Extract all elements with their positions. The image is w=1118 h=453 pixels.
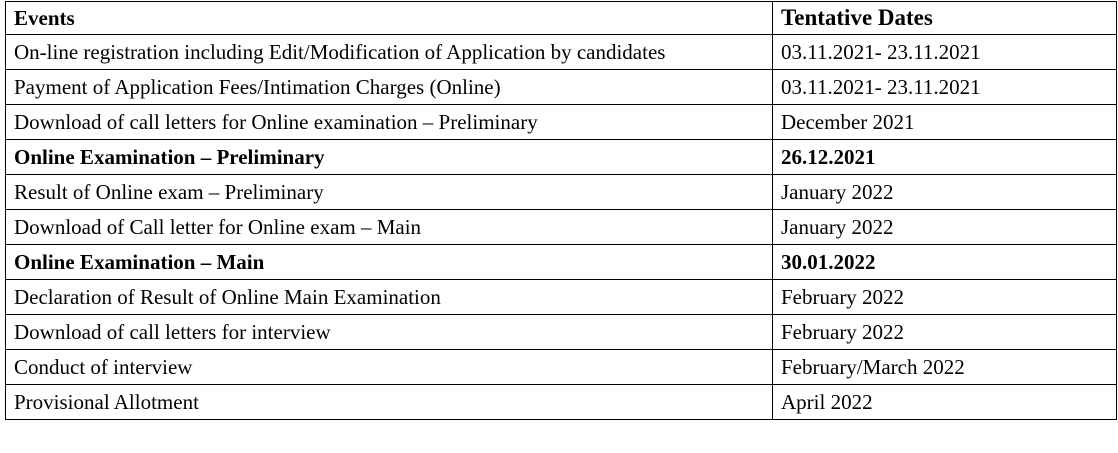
schedule-table-body [6,35,1117,420]
table-row [6,105,1117,140]
event-cell: On-line registration including Edit/Modification of Application by candidates [6,35,773,70]
event-cell: Declaration of Result of Online Main Examination [6,280,773,315]
date-cell: 30.01.2022 [773,245,1117,280]
events-column-header: Events [6,2,773,35]
table-row [6,70,1117,105]
event-cell: Online Examination – Preliminary [6,140,773,175]
table-row [6,280,1117,315]
table-row [6,385,1117,420]
date-cell: February/March 2022 [773,350,1117,385]
date-cell: 03.11.2021- 23.11.2021 [773,35,1117,70]
date-cell: January 2022 [773,210,1117,245]
table-row [6,140,1117,175]
table-row [6,315,1117,350]
schedule-table [5,1,1117,420]
date-cell: 03.11.2021- 23.11.2021 [773,70,1117,105]
event-cell: Download of call letters for Online examination – Preliminary [6,105,773,140]
event-cell: Conduct of interview [6,350,773,385]
table-row [6,245,1117,280]
event-cell: Download of call letters for interview [6,315,773,350]
table-row [6,350,1117,385]
date-cell: 26.12.2021 [773,140,1117,175]
table-row [6,210,1117,245]
tentative-dates-column-header: Tentative Dates [773,2,1117,35]
table-row [6,175,1117,210]
date-cell: December 2021 [773,105,1117,140]
table-row [6,35,1117,70]
event-cell: Payment of Application Fees/Intimation Charges (Online) [6,70,773,105]
date-cell: April 2022 [773,385,1117,420]
date-cell: February 2022 [773,280,1117,315]
date-cell: January 2022 [773,175,1117,210]
event-cell: Online Examination – Main [6,245,773,280]
table-header-row [6,2,1117,35]
event-cell: Provisional Allotment [6,385,773,420]
date-cell: February 2022 [773,315,1117,350]
event-cell: Result of Online exam – Preliminary [6,175,773,210]
event-cell: Download of Call letter for Online exam – Main [6,210,773,245]
